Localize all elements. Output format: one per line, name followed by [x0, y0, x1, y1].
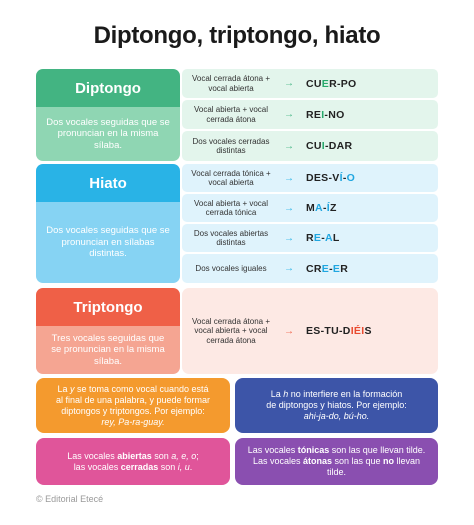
arrow-right-icon: → [284, 232, 294, 244]
y-vowel-note: La y se toma como vocal cuando está al final de una palabra, y puede formar diptongos y triptongos. Por ejemplo: rey, Pa-ra-guay. [36, 378, 230, 433]
open-closed-vowels-note: Las vocales abiertas son a, e, o; las vocales cerradas son i, u. [36, 438, 230, 485]
diptongo-section [36, 69, 438, 161]
diptongo-row [182, 131, 438, 161]
example-word: M A - Í Z [306, 202, 337, 214]
triptongo-row [182, 288, 438, 374]
arrow-right-icon: → [284, 109, 294, 120]
example-word: CU I -DAR [306, 140, 353, 152]
diptongo-label: Diptongo [36, 69, 180, 107]
hiato-definition: Dos vocales seguidas que se pronuncian en sílabas distintas. [36, 202, 180, 283]
example-word: CU E R-PO [306, 77, 357, 90]
example-word: DES-V Í - O [306, 172, 356, 184]
arrow-right-icon: → [284, 78, 294, 89]
stressed-vowels-note: Las vocales tónicas son las que llevan tilde. Las vocales átonas son las que no llevan tilde. [235, 438, 438, 485]
triptongo-definition: Tres vocales seguidas que se pronuncian en la misma sílaba. [36, 326, 180, 374]
example-word: ES-TU-D IÉI S [306, 325, 372, 337]
example-word: CR E - E R [306, 262, 349, 275]
example-word: R E - A L [306, 232, 340, 244]
h-note: La h no interfiere en la formación de diptongos y hiatos. Por ejemplo: ahi-ja-do, bú-ho. [235, 378, 438, 433]
hiato-section [36, 164, 438, 283]
arrow-right-icon: → [284, 140, 294, 152]
rule-description: Vocal abierta + vocal cerrada tónica [193, 198, 269, 217]
arrow-right-icon: → [284, 325, 294, 337]
copyright-footer: © Editorial Etecé [36, 494, 104, 504]
diptongo-row [182, 100, 438, 129]
rule-description: Dos vocales iguales [195, 263, 267, 273]
hiato-label: Hiato [36, 164, 180, 202]
hiato-row [182, 224, 438, 252]
triptongo-label: Triptongo [36, 288, 180, 326]
rule-description: Vocal cerrada átona + vocal abierta [191, 74, 271, 93]
arrow-right-icon: → [284, 202, 294, 214]
rule-description: Vocal abierta + vocal cerrada átona [193, 105, 269, 124]
hiato-row [182, 164, 438, 192]
rule-description: Dos vocales abiertas distintas [193, 228, 269, 247]
rule-description: Vocal cerrada tónica + vocal abierta [191, 168, 271, 187]
arrow-right-icon: → [284, 263, 294, 274]
rule-description: Dos vocales cerradas distintas [192, 136, 270, 155]
triptongo-section [36, 288, 438, 374]
diptongo-row [182, 69, 438, 98]
hiato-row [182, 254, 438, 283]
diptongo-definition: Dos vocales seguidas que se pronuncian en la misma sílaba. [36, 107, 180, 161]
rule-description: Vocal cerrada átona + vocal abierta + vocal cerrada átona [191, 316, 271, 345]
hiato-row [182, 194, 438, 222]
page-title: Diptongo, triptongo, hiato [93, 22, 381, 49]
arrow-right-icon: → [284, 172, 294, 184]
example-word: RE I -NO [306, 108, 345, 121]
